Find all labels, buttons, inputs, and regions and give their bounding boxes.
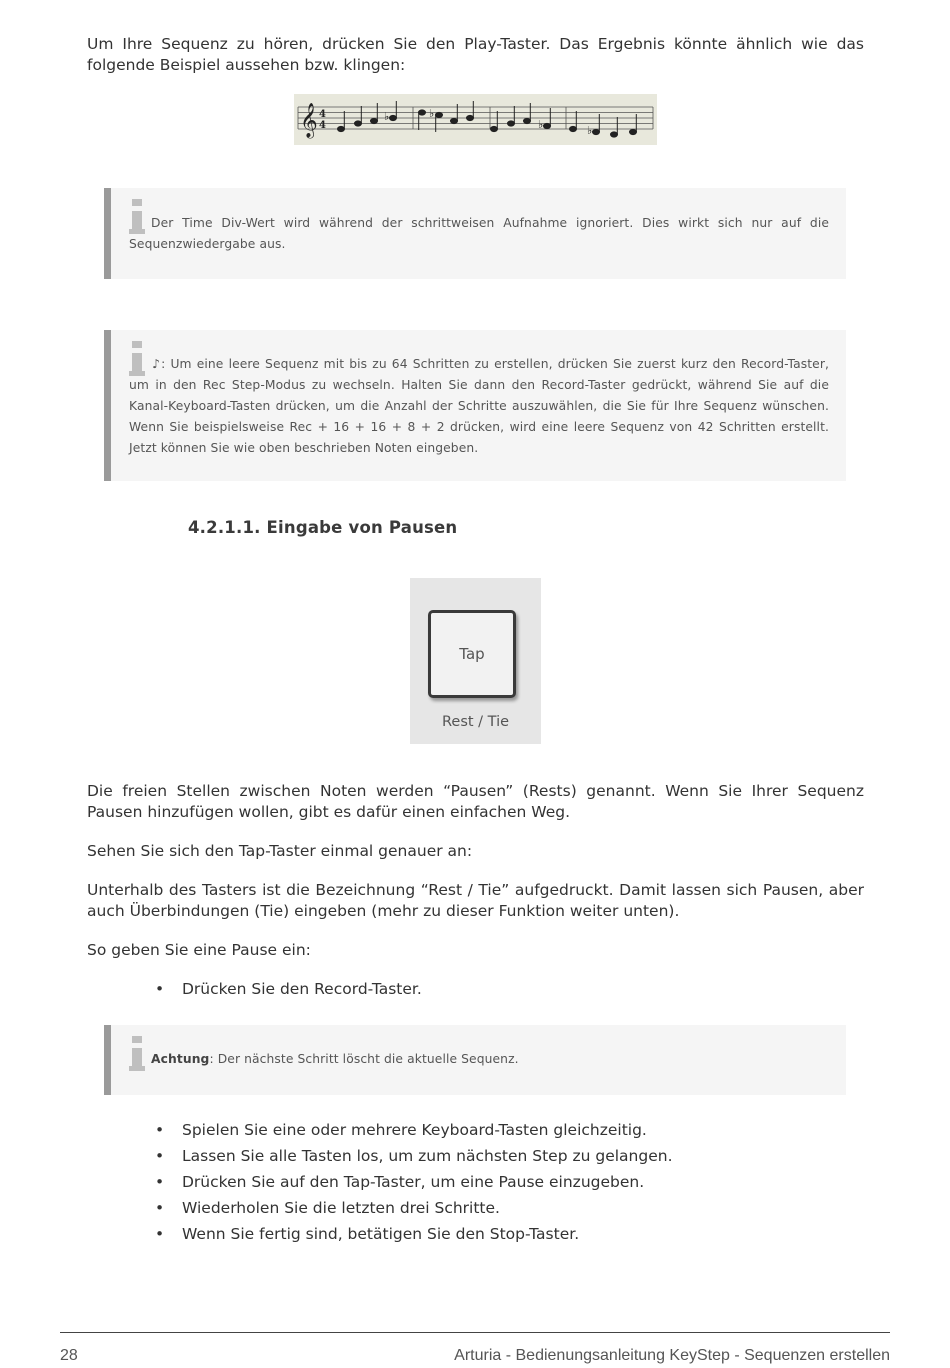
list-item: • Drücken Sie auf den Tap-Taster, um eine Pause einzugeben. [0, 1169, 900, 1195]
staff-svg [294, 94, 657, 145]
list-item: • Lassen Sie alle Tasten los, um zum nächsten Step zu gelangen. [0, 1143, 900, 1169]
music-note-icon: ♪ [151, 357, 162, 371]
svg-text:𝄞: 𝄞 [300, 103, 318, 138]
paragraph-how-to: So geben Sie eine Pause ein: [87, 941, 311, 959]
music-notation-image [294, 94, 657, 145]
svg-text:4: 4 [319, 120, 326, 131]
page-number: 28 [60, 1347, 78, 1364]
warning-label: Achtung [151, 1052, 210, 1066]
bullet-list-1 [0, 976, 900, 1002]
section-heading: 4.2.1.1. Eingabe von Pausen [188, 518, 458, 537]
info-note-empty-sequence [104, 330, 846, 481]
list-item: • Wiederholen Sie die letzten drei Schritte. [0, 1195, 900, 1221]
svg-text:♭: ♭ [587, 124, 593, 137]
list-item: • Drücken Sie den Record-Taster. [0, 976, 900, 1002]
svg-text:♭: ♭ [384, 110, 390, 123]
tap-button-image [410, 578, 541, 744]
svg-text:4: 4 [319, 109, 326, 120]
info-note-time-div [104, 188, 846, 279]
paragraph-rest-tie: Unterhalb des Tasters ist die Bezeichnung “Rest / Tie” aufgedruckt. Damit lassen sich Pausen, aber auch Überbindungen (Tie) eingeben (mehr zu dieser Funktion weiter unten). [87, 881, 864, 920]
svg-text:♭: ♭ [538, 118, 544, 131]
note-text: : Der nächste Schritt löscht die aktuelle Sequenz. [209, 1052, 519, 1066]
note-text: Der Time Div-Wert wird während der schrittweisen Aufnahme ignoriert. Dies wirkt sich nur auf die Sequenzwiedergabe aus. [129, 216, 829, 251]
bullet-list-2 [0, 1117, 900, 1247]
intro-paragraph: Um Ihre Sequenz zu hören, drücken Sie den Play-Taster. Das Ergebnis könnte ähnlich wie das folgende Beispiel aussehen bzw. klingen: [87, 35, 864, 74]
list-item: • Wenn Sie fertig sind, betätigen Sie den Stop-Taster. [0, 1221, 900, 1247]
warning-note [104, 1025, 846, 1095]
paragraph-rests: Die freien Stellen zwischen Noten werden “Pausen” (Rests) genannt. Wenn Sie Ihrer Sequenz Pausen hinzufügen wollen, gibt es dafür einen einfachen Weg. [87, 782, 864, 821]
tap-button-label: Tap [459, 645, 485, 663]
paragraph-tap: Sehen Sie sich den Tap-Taster einmal genauer an: [87, 842, 473, 860]
list-item: • Spielen Sie eine oder mehrere Keyboard-Tasten gleichzeitig. [0, 1117, 900, 1143]
tap-button [428, 610, 516, 698]
footer-title: Arturia - Bedienungsanleitung KeyStep - Sequenzen erstellen [454, 1347, 890, 1364]
rest-tie-caption: Rest / Tie [441, 714, 510, 730]
footer-divider [60, 1332, 890, 1333]
svg-text:♭: ♭ [429, 107, 435, 120]
note-text: : Um eine leere Sequenz mit bis zu 64 Schritten zu erstellen, drücken Sie zuerst kurz den Record-Taster, um in den Rec Step-Modus zu wechseln. Halten Sie dann den Record-Taster gedrückt, während Sie auf die Kanal-Keyboard-Tasten drücken, um die Anzahl der Schritte auszuwählen, die Sie für Ihre Sequenz wünschen. Wenn Sie beispielsweise Rec + 16 + 16 + 8 + 2 drücken, wird eine leere Sequenz von 42 Schritten erstellt. Jetzt können Sie wie oben beschrieben Noten eingeben. [129, 357, 830, 455]
